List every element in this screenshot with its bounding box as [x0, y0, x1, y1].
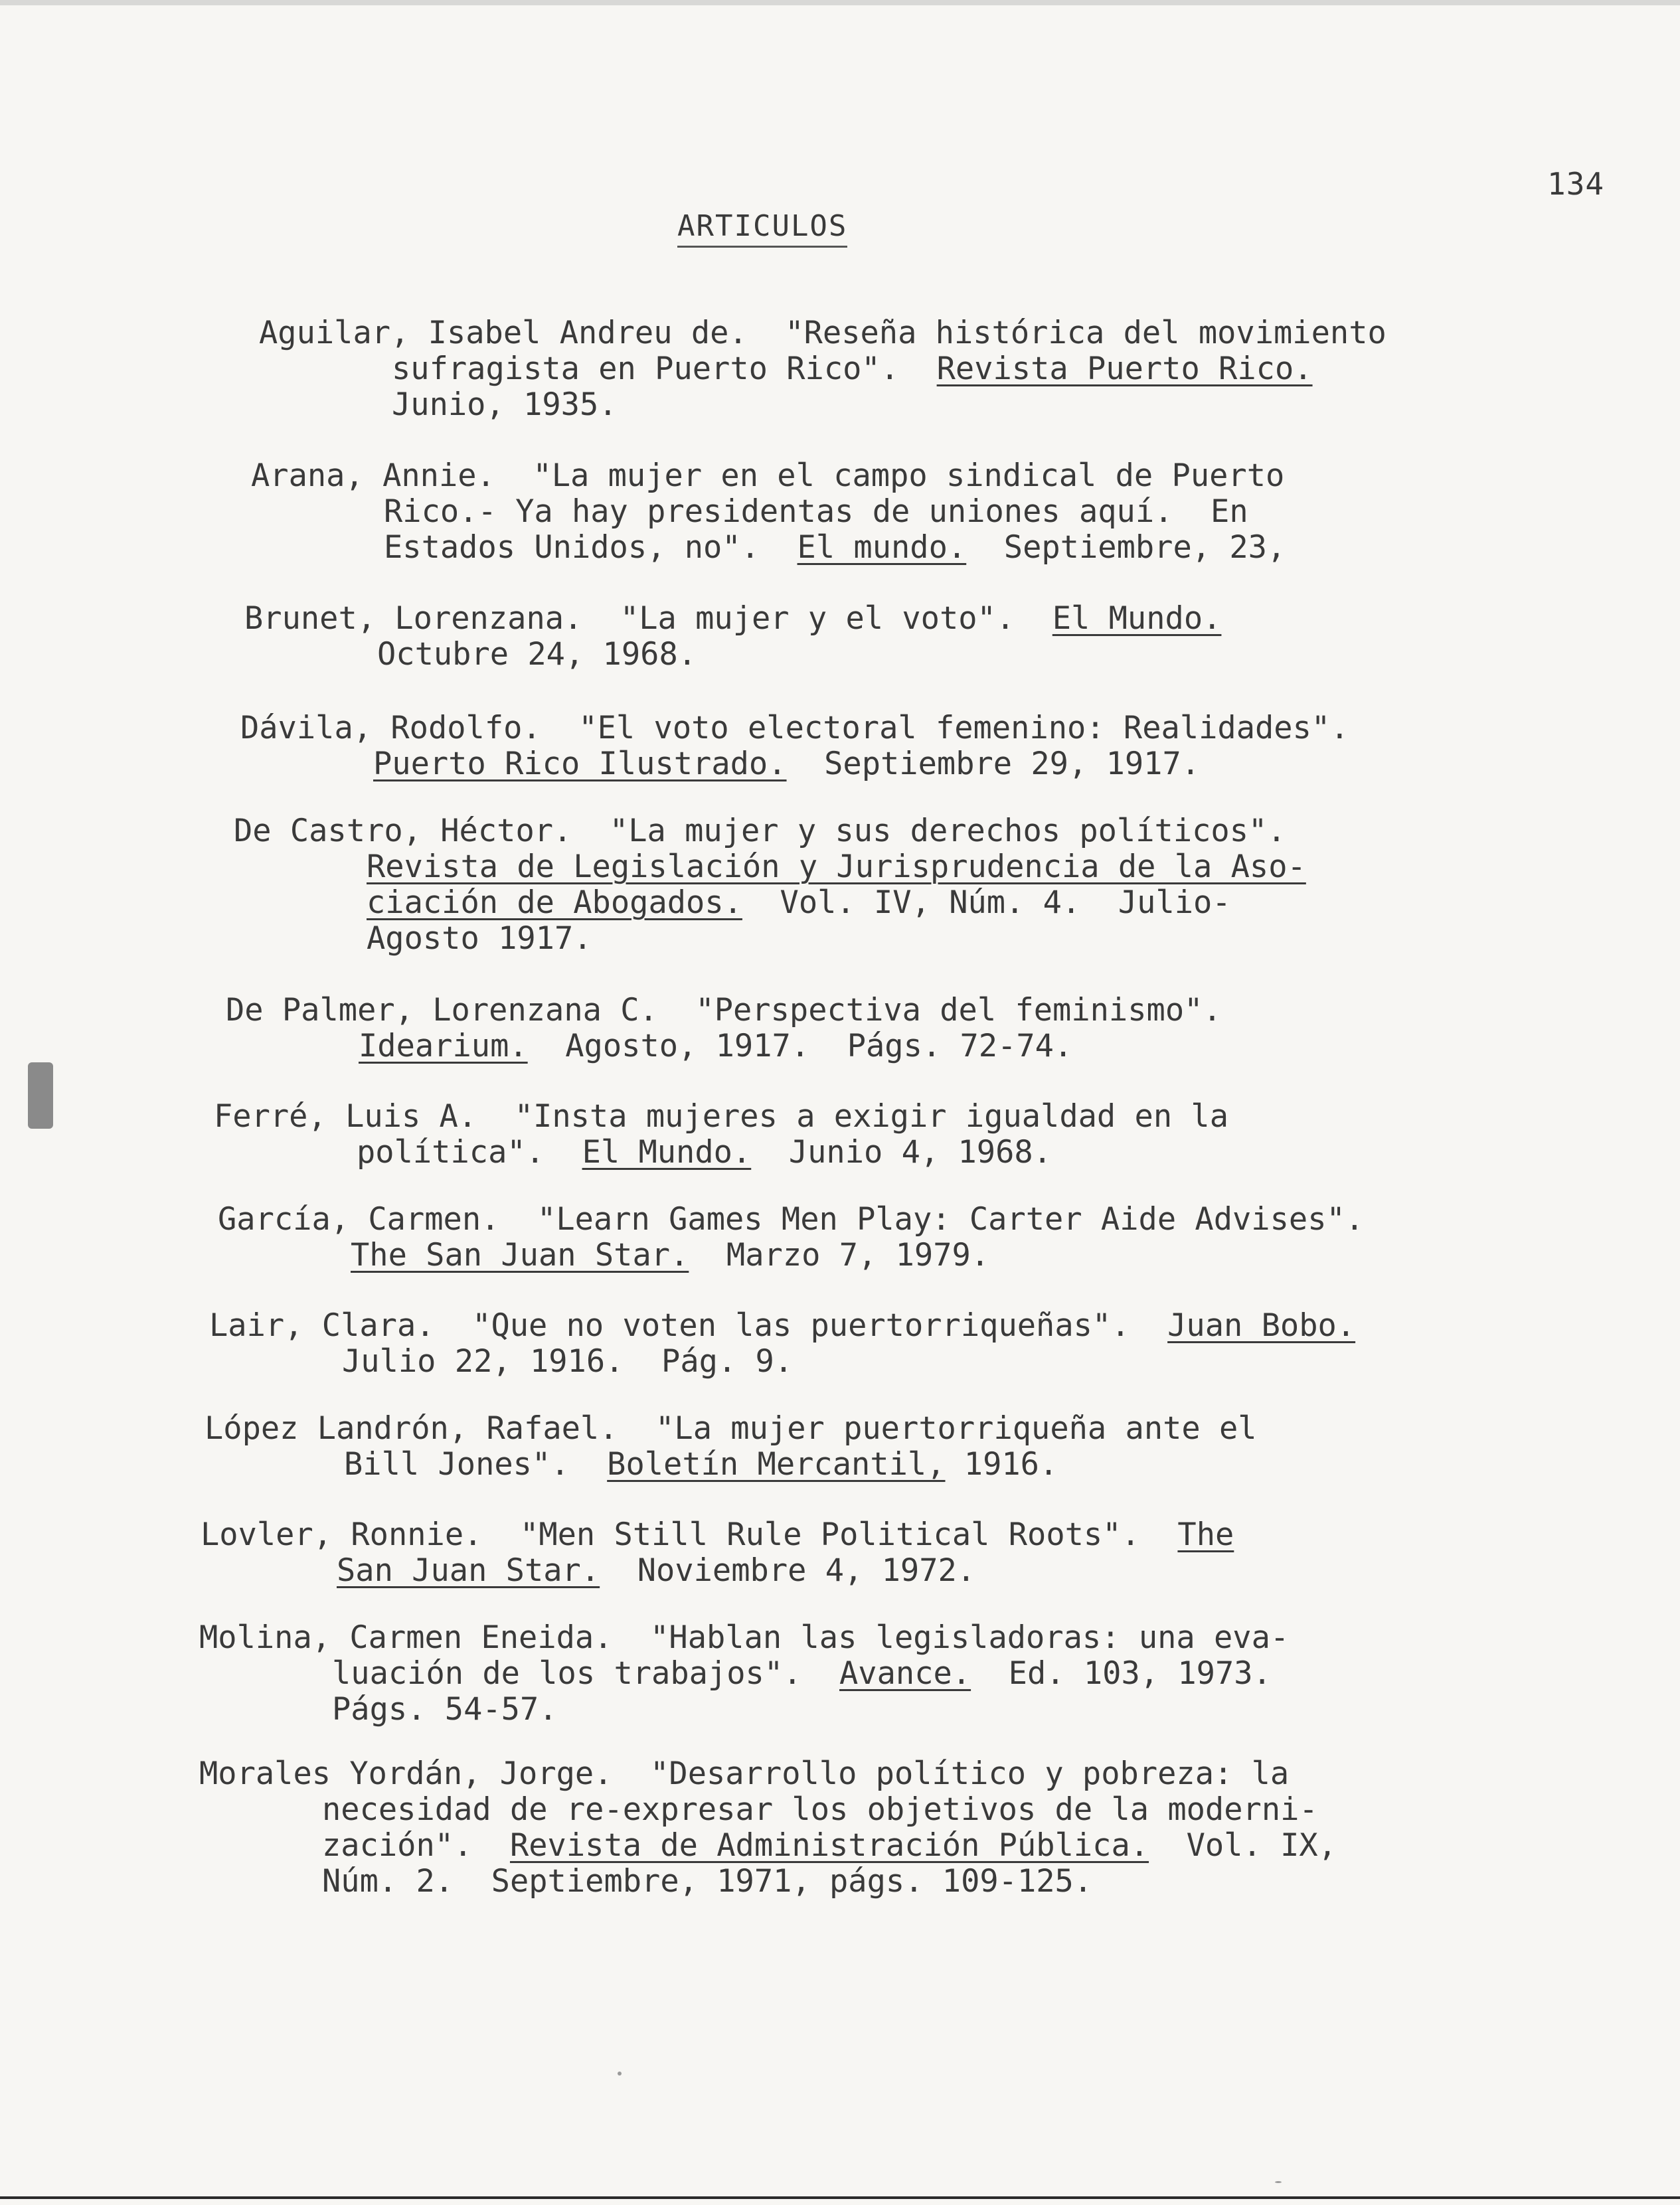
entry-continuation-line — [218, 1238, 1364, 1273]
entry-continuation-line — [214, 1135, 1228, 1171]
entry-text: García, Carmen. "Learn Games Men Play: Carter Aide Advises". — [218, 1201, 1365, 1238]
binder-clip-mark — [28, 1062, 53, 1129]
publication-title: El Mundo. — [1052, 600, 1222, 637]
entry-first-line — [205, 1411, 1257, 1447]
entry-first-line — [244, 601, 1221, 637]
entry-continuation-line — [259, 387, 1386, 423]
entry-text: Vol. IV, Núm. 4. Julio- — [742, 884, 1231, 921]
entry-text: Molina, Carmen Eneida. "Hablan las legisladoras: una eva- — [199, 1619, 1290, 1656]
publication-title: Juan Bobo. — [1167, 1307, 1356, 1344]
entry-text: 1916. — [945, 1446, 1058, 1483]
entry-first-line — [226, 993, 1222, 1028]
entry-first-line — [251, 458, 1286, 494]
publication-title: Revista Puerto Rico. — [936, 351, 1313, 387]
publication-title: Puerto Rico Ilustrado. — [373, 746, 787, 782]
entry-continuation-line — [205, 1447, 1257, 1483]
entry-text: Págs. 54-57. — [332, 1691, 558, 1728]
entry-first-line — [199, 1620, 1289, 1656]
entry-first-line — [209, 1308, 1355, 1344]
scan-speck — [1275, 2181, 1282, 2183]
entry-text: Vol. IX, — [1149, 1827, 1337, 1864]
bibliography-entry — [251, 458, 1286, 566]
page-bottom-edge — [0, 2196, 1680, 2199]
entry-text: Junio 4, 1968. — [751, 1134, 1052, 1171]
entry-text: Noviembre 4, 1972. — [600, 1552, 976, 1589]
entry-continuation-line — [234, 849, 1306, 885]
entry-text: Agosto 1917. — [367, 920, 592, 957]
publication-title: ciación de Abogados. — [367, 884, 742, 921]
entry-text: De Castro, Héctor. "La mujer y sus derechos políticos". — [234, 813, 1286, 849]
publication-title: Avance. — [839, 1655, 971, 1692]
entry-text: Septiembre 29, 1917. — [786, 746, 1201, 782]
entry-text: Junio, 1935. — [392, 386, 618, 423]
entry-text: Brunet, Lorenzana. "La mujer y el voto". — [244, 600, 1052, 637]
entry-text: Estados Unidos, no". — [384, 529, 798, 566]
publication-title: San Juan Star. — [337, 1552, 600, 1589]
entry-first-line — [218, 1202, 1364, 1238]
entry-text: Julio 22, 1916. Pág. 9. — [342, 1343, 794, 1380]
publication-title: Revista de Legislación y Jurisprudencia de la Aso- — [367, 849, 1306, 885]
publication-title: Revista de Administración Pública. — [509, 1827, 1149, 1864]
entry-text: Morales Yordán, Jorge. "Desarrollo político y pobreza: la — [199, 1756, 1290, 1792]
entry-text: Dávila, Rodolfo. "El voto electoral femenino: Realidades". — [240, 710, 1349, 746]
bibliography-entry — [226, 993, 1222, 1064]
page-top-edge — [0, 0, 1680, 5]
entry-continuation-line — [199, 1692, 1289, 1728]
entry-first-line — [214, 1099, 1228, 1135]
entry-text: Ferré, Luis A. "Insta mujeres a exigir igualdad en la — [214, 1098, 1229, 1135]
entry-continuation-line — [240, 746, 1349, 782]
entry-continuation-line — [244, 637, 1221, 673]
entry-text: Agosto, 1917. Págs. 72-74. — [527, 1028, 1073, 1064]
entry-text: Núm. 2. Septiembre, 1971, págs. 109-125. — [322, 1863, 1093, 1900]
entry-continuation-line — [234, 885, 1306, 921]
entry-text: Marzo 7, 1979. — [689, 1237, 990, 1273]
entry-continuation-line — [234, 921, 1306, 957]
entry-continuation-line — [209, 1344, 1355, 1380]
entry-text: Septiembre, 23, — [966, 529, 1286, 566]
publication-title: El mundo. — [797, 529, 967, 566]
entry-text: Rico.- Ya hay presidentas de uniones aquí. En — [384, 493, 1248, 530]
entry-text: López Landrón, Rafael. "La mujer puertorriqueña ante el — [205, 1410, 1257, 1447]
page-number: 134 — [1547, 166, 1605, 202]
entry-text: Bill Jones". — [344, 1446, 608, 1483]
entry-continuation-line — [199, 1864, 1337, 1900]
entry-first-line — [259, 315, 1386, 351]
entry-continuation-line — [199, 1828, 1337, 1864]
bibliography-entry — [240, 710, 1349, 782]
entry-continuation-line — [251, 530, 1286, 566]
section-heading: ARTICULOS — [677, 209, 847, 248]
publication-title: El Mundo. — [582, 1134, 752, 1171]
publication-title: The — [1177, 1516, 1234, 1553]
entry-continuation-line — [199, 1792, 1337, 1828]
entry-text: Lair, Clara. "Que no voten las puertorriqueñas". — [209, 1307, 1168, 1344]
bibliography-entry — [259, 315, 1386, 423]
entry-continuation-line — [259, 351, 1386, 387]
publication-title: Idearium. — [359, 1028, 528, 1064]
bibliography-entry — [234, 813, 1306, 957]
entry-text: política". — [357, 1134, 582, 1171]
scan-speck — [618, 2072, 622, 2076]
entry-text: De Palmer, Lorenzana C. "Perspectiva del feminismo". — [226, 992, 1222, 1028]
entry-text: Aguilar, Isabel Andreu de. "Reseña histórica del movimiento — [259, 315, 1386, 351]
bibliography-entry — [199, 1620, 1289, 1728]
entry-text: sufragista en Puerto Rico". — [392, 351, 937, 387]
bibliography-entry — [218, 1202, 1364, 1273]
bibliography-entry — [205, 1411, 1257, 1483]
entry-continuation-line — [199, 1656, 1289, 1692]
entry-text: Ed. 103, 1973. — [971, 1655, 1272, 1692]
entry-continuation-line — [226, 1028, 1222, 1064]
publication-title: The San Juan Star. — [351, 1237, 689, 1273]
bibliography-entry — [209, 1308, 1355, 1380]
entry-first-line — [199, 1756, 1337, 1792]
entry-text: Octubre 24, 1968. — [377, 636, 697, 673]
entry-text: Arana, Annie. "La mujer en el campo sindical de Puerto — [251, 457, 1285, 494]
entry-text: necesidad de re-expresar los objetivos de la moderni- — [322, 1791, 1318, 1828]
publication-title: Boletín Mercantil, — [607, 1446, 946, 1483]
entry-first-line — [234, 813, 1306, 849]
entry-text: zación". — [322, 1827, 510, 1864]
entry-text: luación de los trabajos". — [332, 1655, 840, 1692]
entry-continuation-line — [251, 494, 1286, 530]
bibliography-entry — [199, 1756, 1337, 1900]
bibliography-entry — [201, 1517, 1234, 1589]
bibliography-entry — [214, 1099, 1228, 1171]
entry-continuation-line — [201, 1553, 1234, 1589]
entry-first-line — [201, 1517, 1234, 1553]
bibliography-entry — [244, 601, 1221, 673]
entry-text: Lovler, Ronnie. "Men Still Rule Political Roots". — [201, 1516, 1178, 1553]
entry-first-line — [240, 710, 1349, 746]
